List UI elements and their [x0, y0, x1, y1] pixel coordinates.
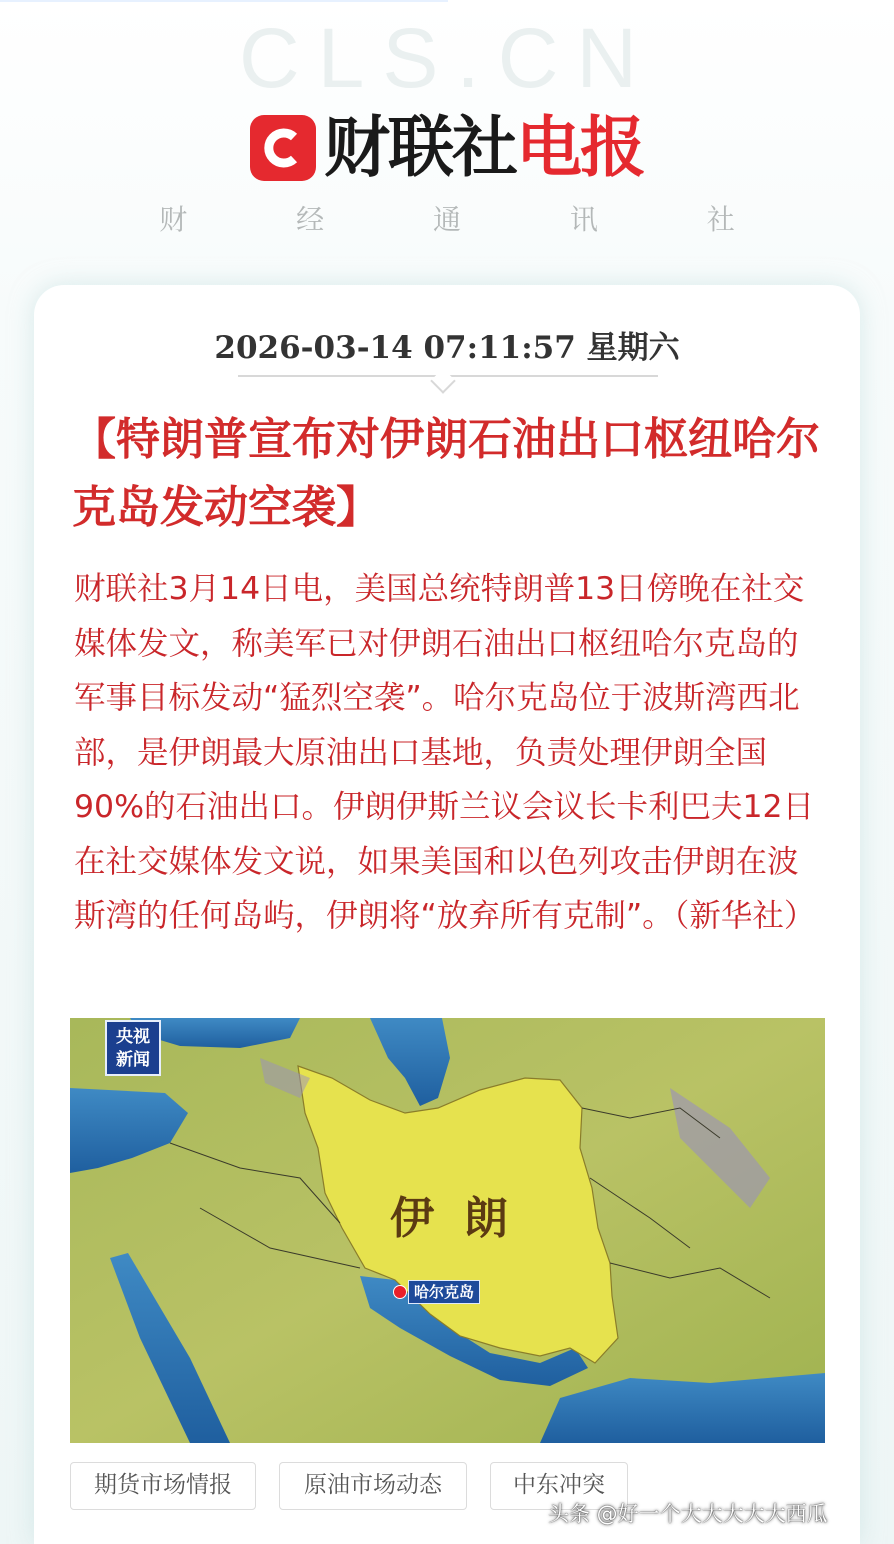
- brand-accent: 电报: [516, 109, 644, 186]
- source-attribution: 头条 @好一个大大大大大西瓜: [548, 1502, 828, 1526]
- watermark-text: CLS.CN: [238, 11, 656, 105]
- article-headline: 【特朗普宣布对伊朗石油出口枢纽哈尔克岛发动空袭】: [72, 414, 820, 533]
- map-country-label: 伊朗: [390, 1193, 538, 1244]
- article-datetime: 2026-03-14 07:11:57 星期六: [214, 330, 680, 366]
- tag-crude-oil[interactable]: 原油市场动态: [279, 1462, 467, 1510]
- cctv-news-logo: [105, 1020, 161, 1076]
- article-body: 财联社3月14日电，美国总统特朗普13日傍晚在社交媒体发文，称美军已对伊朗石油出口枢纽哈尔克岛的军事目标发动“猛烈空袭”。哈尔克岛位于波斯湾西北部，是伊朗最大原油出口基地，负责处理伊朗全国90%的石油出口。伊朗伊斯兰议会议长卡利巴夫12日在社交媒体发文说，如果美国和以色列攻击伊朗在波斯湾的任何岛屿，伊朗将“放弃所有克制”。（新华社）: [74, 571, 816, 934]
- map-island-label: 哈尔克岛: [408, 1280, 480, 1304]
- brand-tagline: 财 经 通 讯 社: [159, 203, 785, 236]
- tag-middle-east[interactable]: 中东冲突: [490, 1462, 628, 1510]
- brand-name: 财联社: [324, 109, 516, 186]
- cctv-logo-line2: 新闻: [116, 1050, 150, 1070]
- brand-header: [0, 108, 894, 188]
- tag-futures-intel[interactable]: 期货市场情报: [70, 1462, 256, 1510]
- location-marker-icon: [393, 1285, 407, 1299]
- cls-logo-icon: [250, 115, 316, 181]
- top-strip: [0, 0, 448, 2]
- cctv-logo-line1: 央视: [116, 1027, 150, 1047]
